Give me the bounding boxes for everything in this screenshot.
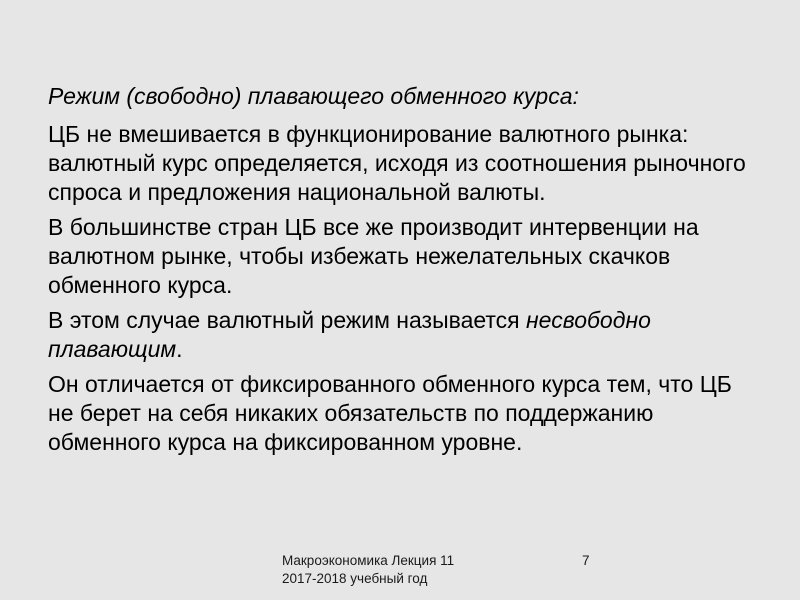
paragraph-managed-float-end: . [176, 336, 183, 362]
paragraph-managed-float [48, 306, 760, 364]
slide-footer [0, 548, 800, 600]
term-managed-float: несвободно плавающим [48, 307, 651, 362]
paragraph-difference-from-fixed: Он отличается от фиксированного обменного курса тем, что ЦБ не берет на себя никаких обязательств по поддержанию обменного курса на фиксированном уровне. [48, 371, 732, 455]
paragraph-interventions: В большинстве стран ЦБ все же производит интервенции на валютном рынке, чтобы избежать нежелательных скачков обменного курса. [48, 214, 699, 298]
footer-academic-year: 2017-2018 учебный год [282, 571, 428, 586]
page-number: 7 [582, 553, 590, 568]
footer-course-title: Макроэкономика Лекция 11 [282, 553, 455, 568]
paragraph-cb-no-intervention: ЦБ не вмешивается в функционирование валютного рынка: валютный курс определяется, исходя из соотношения рыночного спроса и предложения национальной валюты. [48, 121, 746, 205]
slide-content [48, 82, 760, 463]
footer-caption [282, 552, 502, 588]
slide-heading: Режим (свободно) плавающего обменного курса: [48, 83, 579, 109]
paragraph-managed-float-lead: В этом случае валютный режим называется [48, 307, 527, 333]
